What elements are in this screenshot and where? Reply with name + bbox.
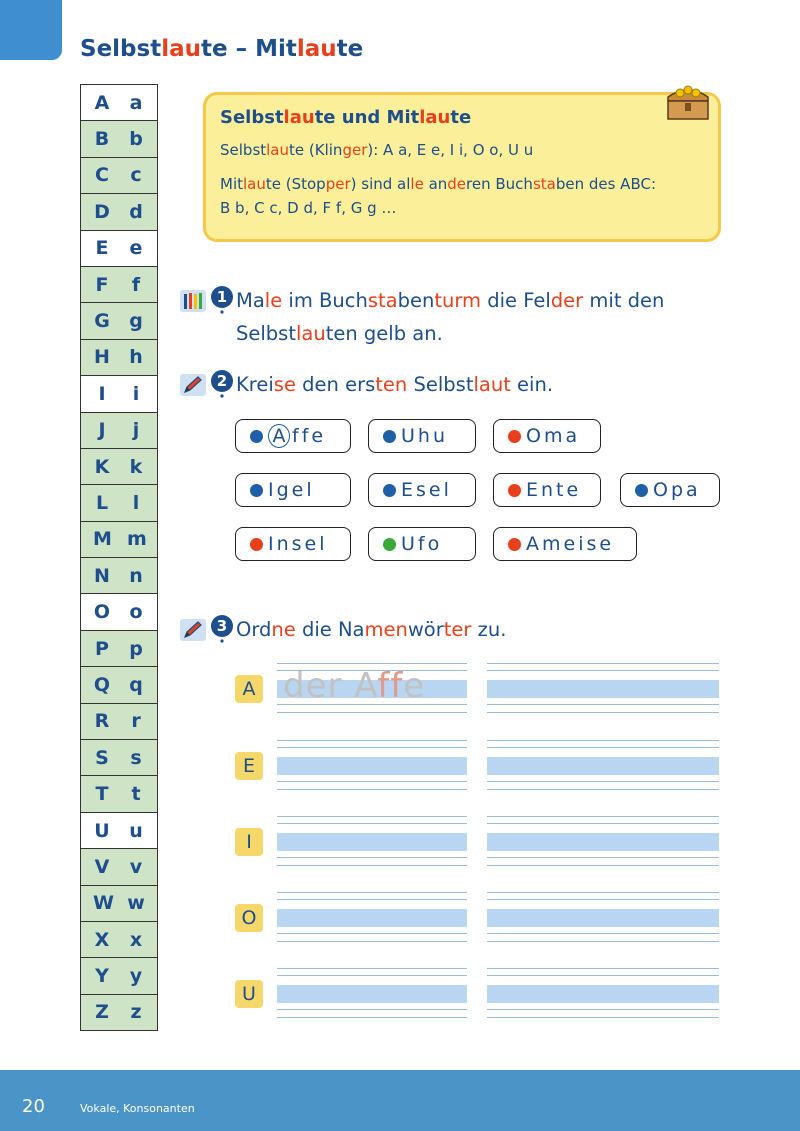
letter-cell-p[interactable] <box>81 631 157 667</box>
word-text: Oma <box>526 425 581 447</box>
writing-line[interactable] <box>277 740 467 790</box>
letter-cell-m[interactable] <box>81 522 157 558</box>
number-one-icon <box>210 286 234 314</box>
info-title-part: te <box>450 107 472 128</box>
lowercase-letter: i <box>132 382 140 405</box>
uppercase-letter: X <box>94 928 110 951</box>
task-text-part: Ord <box>236 618 272 641</box>
letter-cell-u[interactable] <box>81 813 157 849</box>
circled-letter: A <box>268 424 290 448</box>
task-3-text <box>236 613 506 646</box>
task-1-text <box>236 284 664 350</box>
title-part: lau <box>161 36 201 62</box>
task-text-part: ein. <box>510 373 554 396</box>
footer-bar <box>0 1070 800 1131</box>
letter-cell-o[interactable] <box>81 594 157 630</box>
uppercase-letter: T <box>95 783 109 806</box>
task-1-line <box>236 317 664 350</box>
letter-cell-y[interactable] <box>81 958 157 994</box>
lowercase-letter: u <box>129 819 143 842</box>
uppercase-letter: H <box>94 346 110 369</box>
letter-cell-h[interactable] <box>81 340 157 376</box>
info-text: ) sind al <box>350 175 411 193</box>
word-rest: ffe <box>292 425 327 447</box>
info-text: Mit <box>220 175 243 193</box>
pencil-icon <box>180 619 206 641</box>
letter-cell-e[interactable] <box>81 231 157 267</box>
letter-tower <box>80 84 158 1031</box>
info-text: an <box>423 175 448 193</box>
letter-cell-s[interactable] <box>81 740 157 776</box>
letter-cell-b[interactable] <box>81 121 157 157</box>
uppercase-letter: D <box>94 200 110 223</box>
task-text-part: ten gelb an. <box>325 322 443 345</box>
svg-text:2: 2 <box>216 372 228 390</box>
treasure-chest-icon <box>662 81 714 123</box>
info-text: de <box>447 175 467 193</box>
task-text-part: ne <box>271 618 296 641</box>
letter-cell-r[interactable] <box>81 704 157 740</box>
word-box-esel[interactable] <box>368 473 476 507</box>
info-text: ): A a, E e, I i, O o, U u <box>367 141 534 159</box>
task-text-part: lau <box>295 322 326 345</box>
task-2-text <box>236 368 553 401</box>
corner-tab <box>0 0 62 60</box>
uppercase-letter: K <box>94 455 110 478</box>
lowercase-letter: b <box>129 128 143 151</box>
task-text-part: Selbst <box>236 322 296 345</box>
page-title <box>80 36 363 62</box>
letter-cell-v[interactable] <box>81 849 157 885</box>
info-text: lau <box>266 141 290 159</box>
word-box-oma[interactable] <box>493 419 601 453</box>
task-text-part: mit den <box>583 289 665 312</box>
uppercase-letter: A <box>94 91 110 114</box>
letter-cell-d[interactable] <box>81 194 157 230</box>
lowercase-letter: l <box>132 491 140 514</box>
letter-cell-z[interactable] <box>81 995 157 1031</box>
word-box-insel[interactable] <box>235 527 351 561</box>
sample-word <box>283 666 425 706</box>
task-text-part: laut <box>473 373 511 396</box>
info-line-consonants <box>220 172 704 196</box>
uppercase-letter: Q <box>93 673 111 696</box>
lowercase-letter: n <box>129 564 143 587</box>
letter-cell-j[interactable] <box>81 413 157 449</box>
lowercase-letter: y <box>129 965 143 988</box>
task-text-part: men <box>364 618 408 641</box>
page-number: 20 <box>22 1096 45 1117</box>
task-text-part: se <box>273 373 296 396</box>
dot-marker <box>508 484 521 497</box>
title-part: te <box>336 36 364 62</box>
writing-line[interactable] <box>487 968 719 1018</box>
uppercase-letter: L <box>95 491 109 514</box>
word-box-opa[interactable] <box>620 473 720 507</box>
task-text-part: wör <box>407 618 444 641</box>
info-title-part: Selbst <box>220 107 284 128</box>
lowercase-letter: d <box>129 200 143 223</box>
letter-cell-x[interactable] <box>81 922 157 958</box>
number-two-icon <box>210 370 234 398</box>
lowercase-letter: t <box>131 783 141 806</box>
info-text: te (Klin <box>289 141 343 159</box>
word-text: Igel <box>268 479 315 501</box>
word-text: Uhu <box>401 425 448 447</box>
svg-text:3: 3 <box>216 617 228 635</box>
dot-marker <box>383 538 396 551</box>
sample-part: e <box>403 666 426 706</box>
letter-cell-q[interactable] <box>81 667 157 703</box>
info-title <box>220 107 704 128</box>
uppercase-letter: J <box>98 419 106 442</box>
task-text-part: der <box>550 289 584 312</box>
letter-badge-o: O <box>235 904 263 932</box>
lowercase-letter: j <box>132 419 140 442</box>
task-text-part: turm <box>434 289 482 312</box>
lowercase-letter: o <box>129 601 143 624</box>
letter-cell-f[interactable] <box>81 267 157 303</box>
letter-cell-t[interactable] <box>81 776 157 812</box>
dot-marker <box>250 484 263 497</box>
letter-cell-l[interactable] <box>81 485 157 521</box>
task-1-line <box>236 284 664 317</box>
title-part: lau <box>296 36 337 62</box>
letter-badge-u: U <box>235 980 263 1008</box>
writing-line[interactable] <box>487 816 719 866</box>
uppercase-letter: E <box>95 237 109 260</box>
lowercase-letter: x <box>129 928 143 951</box>
task-text-part: sta <box>367 289 398 312</box>
word-box-igel[interactable] <box>235 473 351 507</box>
dot-marker <box>383 484 396 497</box>
info-text: ren Buch <box>466 175 533 193</box>
uppercase-letter: O <box>93 601 111 624</box>
uppercase-letter: Z <box>95 1001 109 1024</box>
sample-part: ff <box>377 666 404 706</box>
lowercase-letter: m <box>127 528 147 551</box>
title-part: te – Mit <box>200 36 297 62</box>
letter-badge-e: E <box>235 752 263 780</box>
task-text-part: ben <box>397 289 435 312</box>
sample-part: der <box>283 666 355 706</box>
uppercase-letter: F <box>95 273 109 296</box>
info-text: le <box>410 175 424 193</box>
writing-line[interactable] <box>277 816 467 866</box>
uppercase-letter: I <box>98 382 106 405</box>
uppercase-letter: R <box>94 710 110 733</box>
task-text-part: den ers <box>295 373 376 396</box>
letter-cell-n[interactable] <box>81 558 157 594</box>
task-text-part: ten <box>375 373 408 396</box>
info-box <box>203 92 721 242</box>
word-box-ente[interactable] <box>493 473 601 507</box>
writing-line[interactable] <box>277 663 467 713</box>
dot-marker <box>250 430 263 443</box>
word-text: Ufo <box>401 533 443 555</box>
word-text: Ameise <box>526 533 615 555</box>
info-text: ben des ABC: <box>555 175 657 193</box>
info-line-examples: B b, C c, D d, F f, G g … <box>220 199 397 217</box>
lowercase-letter: r <box>131 710 141 733</box>
task-text-part: Krei <box>236 373 274 396</box>
lowercase-letter: s <box>130 746 142 769</box>
word-box-affe[interactable] <box>235 419 351 453</box>
task-text-part: Ma <box>236 289 265 312</box>
lowercase-letter: v <box>129 855 143 878</box>
uppercase-letter: G <box>94 310 110 333</box>
uppercase-letter: N <box>94 564 110 587</box>
lowercase-letter: c <box>130 164 142 187</box>
writing-line[interactable] <box>487 663 719 713</box>
uppercase-letter: V <box>94 855 110 878</box>
word-box-ufo[interactable] <box>368 527 476 561</box>
writing-line[interactable] <box>277 968 467 1018</box>
uppercase-letter: U <box>94 819 110 842</box>
info-text: lau <box>243 175 266 193</box>
letter-badge-i: I <box>235 828 263 856</box>
lowercase-letter: q <box>129 673 143 696</box>
letter-cell-k[interactable] <box>81 449 157 485</box>
uppercase-letter: W <box>93 892 114 915</box>
task-text-part: im Buch <box>282 289 368 312</box>
uppercase-letter: S <box>95 746 109 769</box>
writing-line[interactable] <box>487 892 719 942</box>
uppercase-letter: P <box>95 637 109 660</box>
task-text-part: zu. <box>471 618 507 641</box>
word-text: Esel <box>401 479 452 501</box>
task-text-part: Selbst <box>407 373 474 396</box>
letter-cell-g[interactable] <box>81 303 157 339</box>
word-text: Ente <box>526 479 582 501</box>
dot-marker <box>635 484 648 497</box>
word-box-ameise[interactable] <box>493 527 637 561</box>
lowercase-letter: g <box>129 310 143 333</box>
footer-text: Vokale, Konsonanten <box>80 1102 195 1115</box>
dot-marker <box>383 430 396 443</box>
lowercase-letter: h <box>129 346 143 369</box>
lowercase-letter: p <box>129 637 143 660</box>
lowercase-letter: k <box>129 455 143 478</box>
info-title-part: lau <box>419 107 451 128</box>
crayons-icon <box>180 290 206 312</box>
info-text: per <box>325 175 351 193</box>
info-text: sta <box>532 175 556 193</box>
letter-cell-c[interactable] <box>81 158 157 194</box>
uppercase-letter: M <box>93 528 112 551</box>
task-text-part: die Fel <box>481 289 551 312</box>
info-text: ger <box>342 141 368 159</box>
lowercase-letter: z <box>130 1001 142 1024</box>
dot-marker <box>508 538 521 551</box>
uppercase-letter: C <box>95 164 109 187</box>
dot-marker <box>508 430 521 443</box>
lowercase-letter: e <box>129 237 143 260</box>
task-text-part: ter <box>443 618 472 641</box>
info-title-part: lau <box>283 107 315 128</box>
info-text: Selbst <box>220 141 267 159</box>
writing-line[interactable] <box>277 892 467 942</box>
dot-marker <box>250 538 263 551</box>
info-line-vowels <box>220 138 704 162</box>
letter-cell-a[interactable] <box>81 85 157 121</box>
info-title-part: te und Mit <box>314 107 420 128</box>
writing-line[interactable] <box>487 740 719 790</box>
sample-part: A <box>354 666 378 706</box>
uppercase-letter: B <box>94 128 110 151</box>
task-text-part: die Na <box>295 618 365 641</box>
pencil-icon <box>180 374 206 396</box>
letter-badge-a: A <box>235 675 263 703</box>
info-text: te (Stop <box>265 175 326 193</box>
letter-cell-i[interactable] <box>81 376 157 412</box>
word-text: Opa <box>653 479 701 501</box>
task-text-part: le <box>264 289 283 312</box>
uppercase-letter: Y <box>95 965 109 988</box>
svg-text:1: 1 <box>216 288 228 306</box>
word-box-uhu[interactable] <box>368 419 476 453</box>
word-text: Insel <box>268 533 328 555</box>
letter-cell-w[interactable] <box>81 886 157 922</box>
number-three-icon <box>210 615 234 643</box>
lowercase-letter: w <box>127 892 145 915</box>
lowercase-letter: f <box>131 273 141 296</box>
lowercase-letter: a <box>129 91 143 114</box>
title-part: Selbst <box>80 36 162 62</box>
